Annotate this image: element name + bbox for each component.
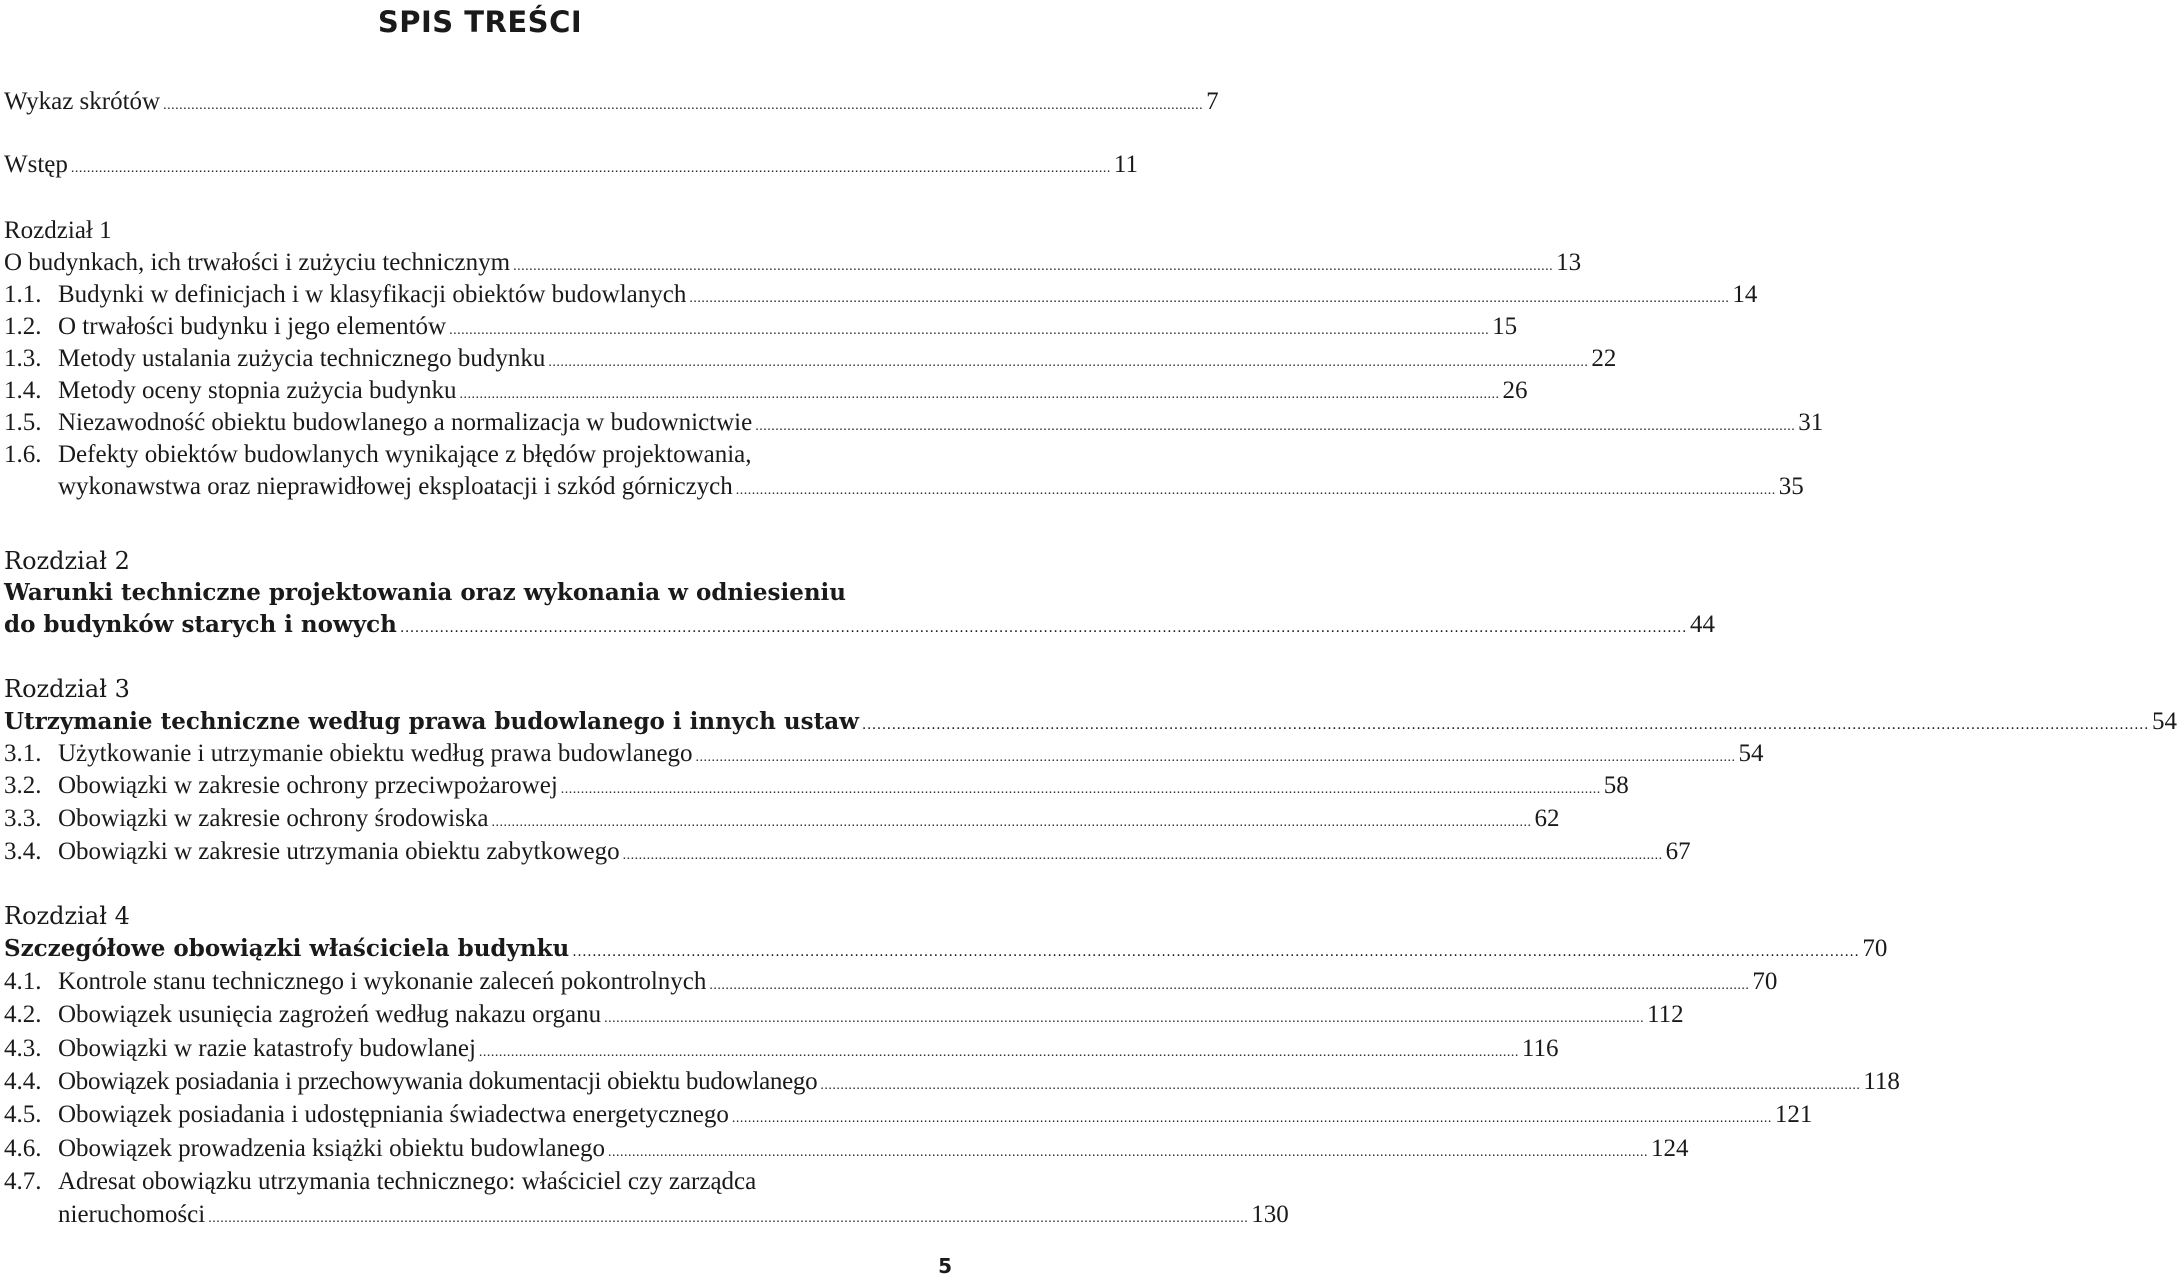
toc-entry-4-7[interactable]	[0, 1166, 960, 1198]
toc-entry-chapter-3[interactable]	[0, 706, 2177, 741]
toc-entry-number: 1.1.	[4, 281, 42, 308]
toc-entry-page: 35	[1778, 473, 1804, 500]
toc-entry-text: Użytkowanie i utrzymanie obiektu według prawa budowlanego	[58, 740, 693, 767]
toc-entry-page: 112	[1647, 1001, 1684, 1028]
toc-entry-number: 3.4.	[4, 838, 42, 865]
toc-entry-3-4[interactable]	[0, 836, 1691, 872]
toc-entry-page: 118	[1863, 1068, 1900, 1095]
leader-dots	[572, 936, 1859, 968]
leader-dots	[736, 475, 1776, 507]
toc-entry-text: do budynków starych i nowych	[4, 611, 397, 638]
toc-entry-text: Kontrole stanu technicznego i wykonanie zaleceń pokontrolnych	[58, 968, 707, 995]
leader-dots	[623, 840, 1663, 872]
toc-entry-4-2[interactable]	[0, 999, 1684, 1035]
toc-entry-text: Szczegółowe obowiązki właściciela budynku	[4, 935, 570, 962]
toc-entry-page: 116	[1521, 1035, 1559, 1062]
toc-entry-page: 22	[1591, 345, 1617, 372]
toc-entry-1-4[interactable]	[0, 375, 1528, 411]
leader-dots	[208, 1203, 1248, 1235]
toc-entry-1-6[interactable]	[0, 439, 960, 471]
leader-dots	[561, 774, 1601, 806]
toc-entry-text: Niezawodność obiektu budowlanego a normalizacja w budownictwie	[58, 409, 753, 436]
toc-entry-1-5[interactable]	[0, 407, 1824, 443]
toc-entry-page: 130	[1251, 1201, 1289, 1228]
toc-entry-text: Obowiązki w zakresie utrzymania obiektu zabytkowego	[58, 838, 620, 865]
toc-entry-text: Metody oceny stopnia zużycia budynku	[58, 377, 457, 404]
toc-entry-1-3[interactable]	[0, 343, 1617, 379]
chapter-label: Rozdział 1	[4, 217, 112, 244]
page-number: 5	[938, 1254, 952, 1278]
toc-entry-page: 7	[1206, 88, 1219, 115]
leader-dots	[732, 1103, 1772, 1135]
toc-entry-text: Obowiązek posiadania i przechowywania dokumentacji obiektu budowlanego	[58, 1068, 818, 1095]
toc-entry-1-6-continued[interactable]	[58, 471, 1804, 507]
toc-entry-number: 1.2.	[4, 313, 42, 340]
toc-entry-4-1[interactable]	[0, 966, 1778, 1002]
leader-dots	[604, 1003, 1644, 1035]
toc-entry-text: Wstęp	[4, 151, 68, 178]
toc-entry-skroty[interactable]	[0, 86, 1219, 122]
toc-entry-number: 1.5.	[4, 409, 42, 436]
toc-entry-text: Obowiązki w zakresie ochrony środowiska	[58, 805, 489, 832]
toc-entry-text: Utrzymanie techniczne według prawa budowlanego i innych ustaw	[4, 708, 859, 735]
toc-entry-page: 62	[1534, 805, 1560, 832]
toc-entry-text: Obowiązek usunięcia zagrożeń według nakazu organu	[58, 1001, 602, 1028]
toc-entry-text: Defekty obiektów budowlanych wynikające z błędów projektowania,	[58, 441, 752, 468]
toc-entry-number: 4.5.	[4, 1101, 42, 1128]
toc-entry-text: Metody ustalania zużycia technicznego budynku	[58, 345, 546, 372]
chapter-label: Rozdział 3	[4, 675, 130, 703]
leader-dots	[479, 1037, 1519, 1069]
toc-entry-page: 54	[1738, 740, 1764, 767]
toc-entry-page: 44	[1689, 611, 1715, 638]
toc-entry-3-3[interactable]	[0, 803, 1560, 839]
toc-entry-text: Obowiązek prowadzenia książki obiektu budowlanego	[58, 1135, 606, 1162]
leader-dots	[820, 1070, 1860, 1102]
toc-entry-number: 3.2.	[4, 772, 42, 799]
toc-entry-page: 26	[1502, 377, 1528, 404]
toc-entry-3-2[interactable]	[0, 770, 1629, 806]
toc-entry-4-3[interactable]	[0, 1033, 1559, 1069]
toc-entry-1-2[interactable]	[0, 311, 1518, 347]
toc-entry-number: 4.3.	[4, 1035, 42, 1062]
toc-entry-number: 4.1.	[4, 968, 42, 995]
leader-dots	[400, 612, 1687, 644]
leader-dots	[491, 807, 1531, 839]
toc-entry-number: 4.2.	[4, 1001, 42, 1028]
toc-entry-chapter-4[interactable]	[0, 933, 1888, 968]
leader-dots	[163, 90, 1203, 122]
toc-entry-page: 54	[2151, 708, 2177, 735]
toc-entry-page: 15	[1492, 313, 1518, 340]
chapter-label: Rozdział 4	[4, 902, 130, 930]
toc-entry-text: O trwałości budynku i jego elementów	[58, 313, 447, 340]
leader-dots	[71, 153, 1111, 185]
toc-entry-page: 70	[1752, 968, 1778, 995]
toc-entry-4-6[interactable]	[0, 1133, 1689, 1169]
toc-entry-number: 3.3.	[4, 805, 42, 832]
toc-entry-1-1[interactable]	[0, 279, 1758, 315]
toc-entry-3-1[interactable]	[0, 738, 1764, 774]
toc-entry-text: Adresat obowiązku utrzymania technicznego: właściciel czy zarządca	[58, 1168, 757, 1195]
toc-entry-number: 1.4.	[4, 377, 42, 404]
toc-entry-chapter-2[interactable]: Warunki techniczne projektowania oraz wykonania w odniesieniu	[4, 579, 847, 606]
toc-entry-text: Obowiązek posiadania i udostępniania świadectwa energetycznego	[58, 1101, 729, 1128]
toc-entry-text: O budynkach, ich trwałości i zużyciu technicznym	[4, 249, 511, 276]
toc-entry-page: 124	[1651, 1135, 1689, 1162]
leader-dots	[608, 1137, 1648, 1169]
toc-entry-page: 121	[1774, 1101, 1813, 1128]
toc-entry-page: 31	[1798, 409, 1824, 436]
toc-entry-number: 4.7.	[4, 1168, 42, 1195]
toc-entry-page: 11	[1113, 151, 1138, 178]
toc-entry-text: Wykaz skrótów	[4, 88, 161, 115]
toc-entry-number: 1.3.	[4, 345, 42, 372]
toc-entry-page: 14	[1732, 281, 1758, 308]
toc-entry-text: Obowiązki w razie katastrofy budowlanej	[58, 1035, 476, 1062]
toc-entry-page: 67	[1665, 838, 1691, 865]
page-title: SPIS TREŚCI	[377, 5, 583, 39]
toc-entry-chapter-1[interactable]	[0, 247, 1582, 283]
toc-entry-number: 1.6.	[4, 441, 42, 468]
toc-entry-wstep[interactable]	[0, 149, 1138, 185]
toc-entry-number: 3.1.	[4, 740, 42, 767]
toc-entry-page: 70	[1862, 935, 1888, 962]
toc-entry-text: Obowiązki w zakresie ochrony przeciwpożarowej	[58, 772, 558, 799]
leader-dots	[709, 970, 1749, 1002]
toc-entry-text: wykonawstwa oraz nieprawidłowej eksploatacji i szkód górniczych	[58, 473, 733, 500]
toc-entry-number: 4.4.	[4, 1068, 42, 1095]
toc-entry-text: Budynki w definicjach i w klasyfikacji obiektów budowlanych	[58, 281, 687, 308]
toc-entry-page: 58	[1603, 772, 1629, 799]
toc-entry-chapter-2-continued[interactable]	[0, 609, 1715, 644]
toc-entry-4-5[interactable]	[0, 1099, 1813, 1135]
toc-entry-text: nieruchomości	[58, 1201, 206, 1228]
leader-dots	[862, 709, 2149, 741]
toc-entry-4-7-continued[interactable]	[58, 1199, 1289, 1235]
toc-entry-number: 4.6.	[4, 1135, 42, 1162]
chapter-label: Rozdział 2	[4, 547, 130, 575]
toc-entry-4-4[interactable]	[0, 1066, 1900, 1102]
toc-entry-page: 13	[1556, 249, 1582, 276]
